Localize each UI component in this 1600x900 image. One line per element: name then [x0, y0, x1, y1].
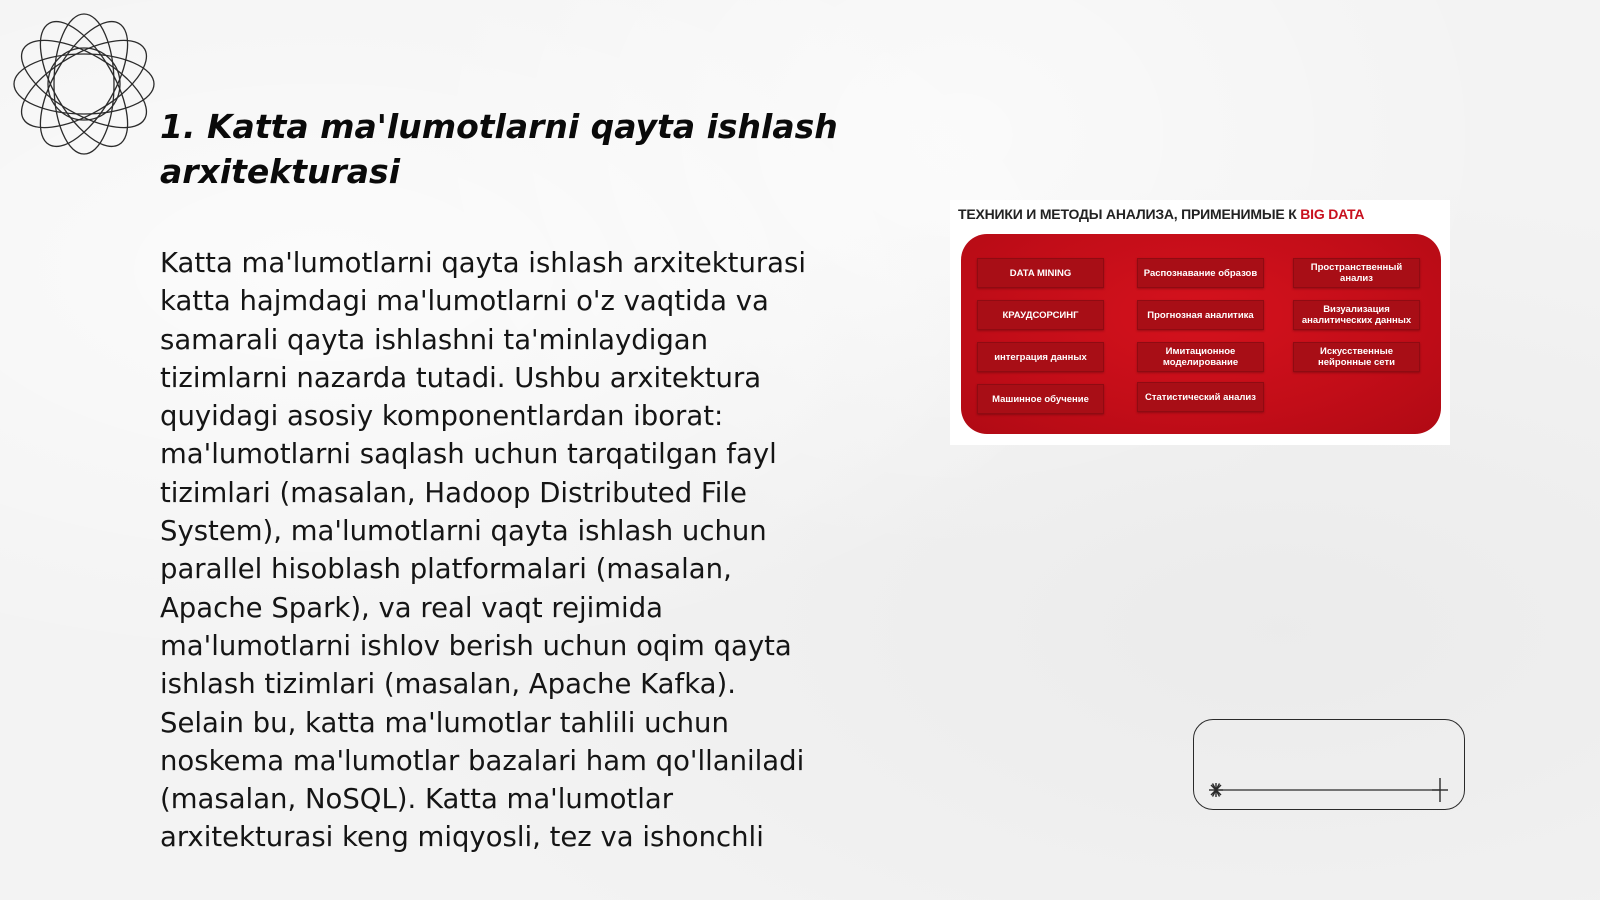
slide-title: 1. Katta ma'lumotlarni qayta ishlash arxitekturasi [160, 107, 838, 191]
method-box: Машинное обучение [977, 384, 1104, 414]
progress-line [1194, 720, 1466, 811]
method-box: Статистический анализ [1137, 382, 1264, 412]
infographic-heading [958, 206, 1364, 222]
infographic-heading-accent: BIG DATA [1300, 206, 1365, 222]
method-box: КРАУДСОРСИНГ [977, 300, 1104, 330]
method-box: Искусственные нейронные сети [1293, 342, 1420, 372]
circle-lattice-icon [10, 10, 158, 158]
method-box: Пространственный анализ [1293, 258, 1420, 288]
method-box: DATA MINING [977, 258, 1104, 288]
slide-progress-widget [1193, 719, 1465, 810]
big-data-methods-infographic [950, 200, 1450, 445]
plus-star-icon [1432, 778, 1448, 802]
slide-body-text: Katta ma'lumotlarni qayta ishlash arxitekturasi katta hajmdagi ma'lumotlarni o'z vaqtida va samarali qayta ishlashni ta'minlaydigan tizimlarni nazarda tutadi. Ushbu arxitektura quyidagi asosiy komponentlardan iborat: ma'lumotlarni saqlash uchun tarqatilgan fayl tizimlari (masalan, Hadoop Distributed File System), ma'lumotlarni qayta ishlash uchun parallel hisoblash platformalari (masalan, Apache Spark), va real vaqt rejimida ma'lumotlarni ishlov berish uchun oqim qayta ishlash tizimlari (masalan, Apache Kafka). Selain bu, katta ma'lumotlar tahlili uchun noskema ma'lumotlar bazalari ham qo'llaniladi (masalan, NoSQL). Katta ma'lumotlar arxitekturasi keng miqyosli, tez va ishonchli [160, 247, 806, 854]
method-box: Распознавание образов [1137, 258, 1264, 288]
method-box: Визуализация аналитических данных [1293, 300, 1420, 330]
method-box: Прогнозная аналитика [1137, 300, 1264, 330]
methods-panel [961, 234, 1441, 434]
method-box: интеграция данных [977, 342, 1104, 372]
sunburst-icon [1209, 783, 1223, 797]
infographic-heading-main: ТЕХНИКИ И МЕТОДЫ АНАЛИЗА, ПРИМЕНИМЫЕ К [958, 206, 1301, 222]
method-box: Имитационное моделирование [1137, 342, 1264, 372]
